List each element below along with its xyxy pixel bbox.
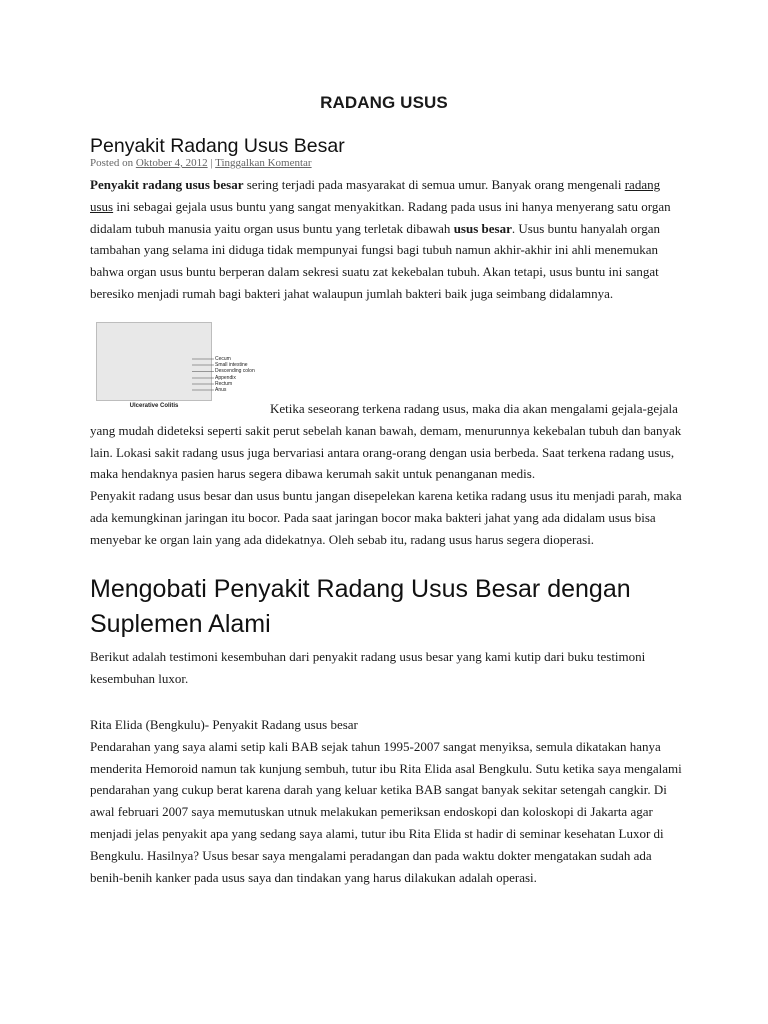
testimony-intro-paragraph: Berikut adalah testimoni kesembuhan dari penyakit radang usus besar yang kami kutip dari buku testimoni kesembuhan luxor. xyxy=(90,649,646,686)
post-title: Penyakit Radang Usus Besar xyxy=(90,135,345,157)
symptoms-text: Ketika seseorang terkena radang usus, maka dia akan mengalami gejala-gejala yang mudah dideteksi seperti sakit perut sebelah kanan bawah, demam, menurunnya kekebalan tubuh dan banyak lain. Lokasi sakit radang usus juga bervariasi antara orang-orang dengan usia berbeda. Saat terkena radang usus, maka hendaknya pasien harus segera dibawa kerumah sakit untuk penanganan medis. xyxy=(90,401,682,482)
document-title: RADANG USUS xyxy=(320,93,448,112)
intro-text-2: ini sebagai gejala usus buntu yang sangat menyakitkan. Radang pada usus ini hanya menyerang satu organ didalam tubuh manusia yaitu organ usus buntu yang terletak dibawah xyxy=(90,198,671,236)
section-heading: Mengobati Penyakit Radang Usus Besar dengan Suplemen Alami xyxy=(90,575,631,638)
figure-label: Small intestine xyxy=(215,362,248,369)
figure-label: Rectum xyxy=(215,380,233,387)
label-pointer-lines xyxy=(192,356,216,396)
testimony-text: Pendarahan yang saya alami setip kali BAB sejak tahun 1995-2007 sangat menyiksa, semula dikatakan hanya menderita Hemoroid namun tak kunjung sembuh, tutur ibu Rita Elida asal Bengkulu. Sutu ketika saya mengalami pendarahan yang cukup berat karena darah yang keluar ketika BAB sangat banyak sekitar setengah cangkir. Di awal februari 2007 saya memutuskan utnuk melakukan pemeriksan endoskopi dan koloskopi di Jakarta agar menjadi jelas penyakit apa yang sedang saya alami, tutur ibu Rita Elida st hadir di seminar kesehatan Luxor di Bengkulu. Hasilnya? Usus besar saya mengalami peradangan dan pada waktu dokter mengatakan sudah ada benih-benih kanker pada usus saya dan tindakan yang harus dilakukan adalah operasi. xyxy=(90,738,682,885)
figure-label: Cecum xyxy=(215,356,231,362)
testimony-block xyxy=(90,714,682,888)
figure-caption: Ulcerative Colitis xyxy=(129,403,179,409)
leave-comment-link[interactable]: Tinggalkan Komentar xyxy=(215,157,312,169)
posted-on-label: Posted on xyxy=(90,157,136,169)
testimony-heading: Rita Elida (Bengkulu)- Penyakit Radang usus besar xyxy=(90,717,358,732)
radang-usus-link[interactable]: radang usus xyxy=(90,177,661,214)
post-meta xyxy=(90,157,312,169)
post-date-link[interactable]: Oktober 4, 2012 xyxy=(135,157,208,169)
meta-separator: | xyxy=(207,157,216,169)
intro-text-1: sering terjadi pada masyarakat di semua umur. Banyak orang mengenali xyxy=(243,177,625,192)
symptoms-paragraph xyxy=(90,398,682,485)
intro-text-3: . Usus buntu hanyalah organ tambahan yang selama ini diduga tidak mempunyai fungsi bagi tubuh namun akhir-akhir ini ahli menemukan bahwa organ usus buntu berperan dalam sekresi suatu zat kekebalan tubuh. Akan tetapi, usus buntu ini sangat beresiko menjadi rumah bagi bakteri jahat walaupun jumlah bakteri baik juga seimbang didalamnya. xyxy=(90,220,661,301)
intro-bold-term: Penyakit radang usus besar xyxy=(90,177,244,192)
intro-bold-usus-besar: usus besar xyxy=(453,220,512,236)
figure-label: Anus xyxy=(215,387,227,394)
danger-paragraph: Penyakit radang usus besar dan usus buntu jangan disepelekan karena ketika radang usus itu menjadi parah, maka ada kemungkinan jaringan itu bocor. Pada saat jaringan bocor maka bakteri jahat yang ada didalam usus bisa menyebar ke organ lain yang ada didekatnya. Oleh sebab itu, radang usus harus segera dioperasi. xyxy=(90,488,682,547)
figure-labels xyxy=(215,356,255,393)
intro-paragraph xyxy=(90,174,682,305)
figure-label: Appendix xyxy=(215,374,236,381)
figure-label: Descending colon xyxy=(215,368,255,375)
